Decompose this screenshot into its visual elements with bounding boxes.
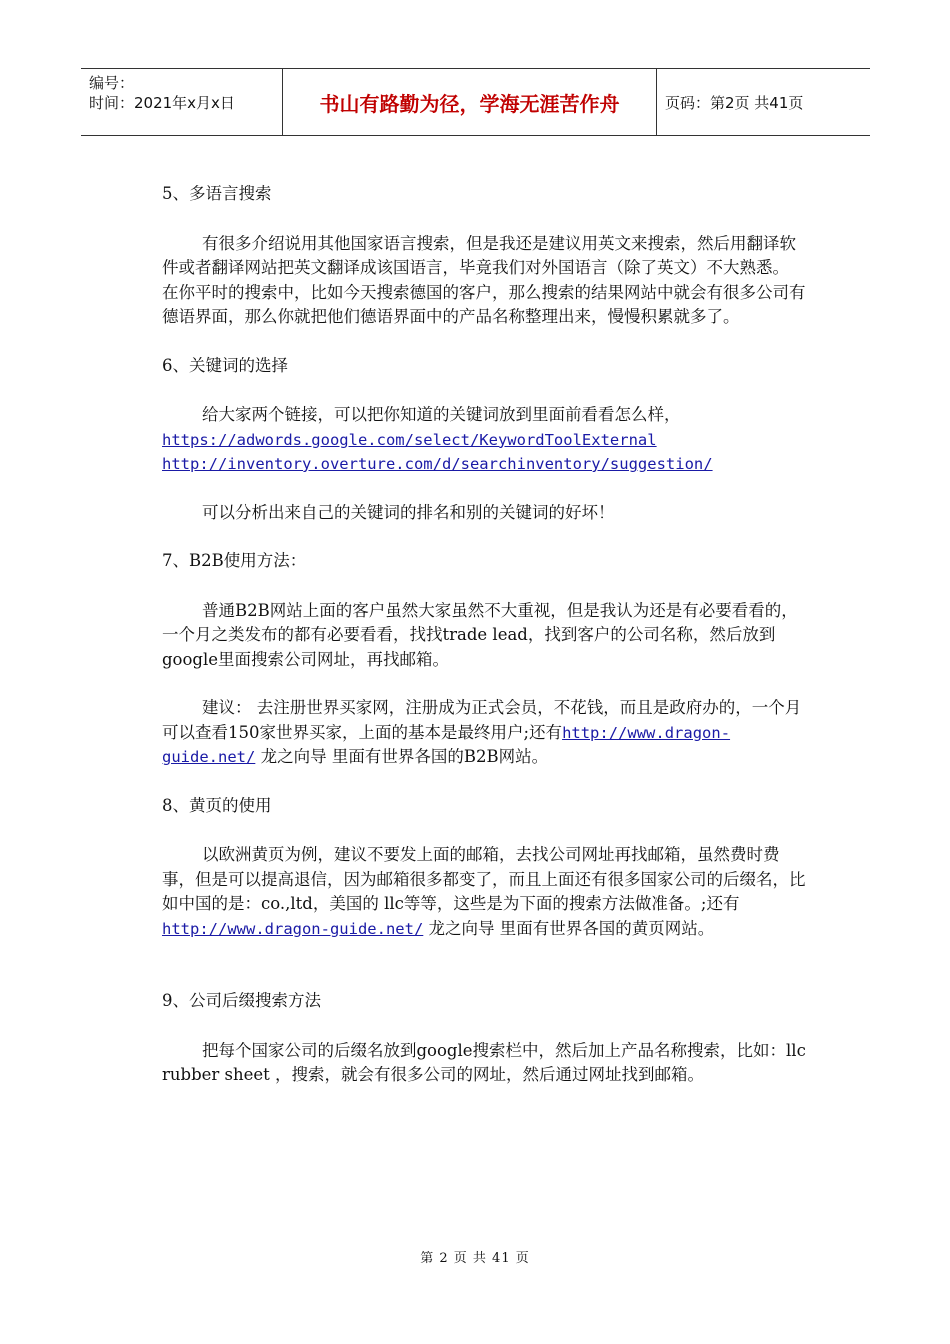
- section-6-paragraph-1: 给大家两个链接，可以把你知道的关键词放到里面前看看怎么样，: [202, 405, 681, 424]
- section-5-title: 5、多语言搜索: [162, 184, 272, 203]
- section-7-paragraph-2: [162, 696, 812, 770]
- page-header: [81, 68, 870, 136]
- header-meta: [81, 69, 283, 135]
- section-7-text-b: 龙之向导 里面有世界各国的B2B网站。: [255, 747, 549, 766]
- section-6-paragraph-2: 可以分析出来自己的关键词的排名和别的关键词的好坏！: [202, 502, 615, 522]
- section-6-title: 6、关键词的选择: [162, 355, 288, 375]
- section-8-text-b: 龙之向导 里面有世界各国的黄页网站。: [423, 918, 715, 938]
- header-page-label: 页码：第2页 共41页: [665, 93, 804, 112]
- section-8-title: 8、黄页的使用: [162, 795, 272, 815]
- keyword-tool-link-row: [162, 428, 812, 453]
- section-5-paragraph-2: 在你平时的搜索中，比如今天搜索德国的客户，那么搜索的结果网站中就会有很多公司有德语界面，那么你就把他们德语界面中的产品名称整理出来，慢慢积累就多了。: [162, 282, 806, 326]
- overture-link-row: [162, 452, 812, 477]
- section-9-title: 9、公司后缀搜索方法: [162, 991, 321, 1010]
- section-7-title: 7、B2B使用方法：: [162, 551, 307, 570]
- section-7-paragraph-1: 普通B2B网站上面的客户虽然大家虽然不大重视，但是我认为还是有必要看看的，一个月之类发布的都有必要看看，找找trade lead，找到客户的公司名称，然后放到google里面搜索公司网址，再找邮箱。: [162, 600, 798, 669]
- section-5-paragraph-1: 有很多介绍说用其他国家语言搜索，但是我还是建议用英文来搜索，然后用翻译软件或者翻译网站把英文翻译成该国语言，毕竟我们对外国语言（除了英文）不大熟悉。: [162, 233, 796, 277]
- dragon-guide-link-b2b[interactable]: http://www.dragon-guide.net/: [162, 723, 731, 766]
- header-motto: 书山有路勤为径，学海无涯苦作舟: [283, 69, 657, 135]
- overture-link[interactable]: http://inventory.overture.com/d/searchinventory/suggestion/: [162, 455, 713, 473]
- time-label: 时间：2021年x月x日: [89, 94, 235, 112]
- number-label: 编号：: [89, 74, 135, 92]
- page-footer: 第 2 页 共 41 页: [420, 1251, 530, 1266]
- document-body: [162, 182, 812, 1088]
- spacer: [162, 965, 812, 989]
- section-8-text-a: 以欧洲黄页为例，建议不要发上面的邮箱，去找公司网址再找邮箱，虽然费时费事，但是可以提高退信，因为邮箱很多都变了，而且上面还有很多国家公司的后缀名，比如中国的是：co.,ltd，美国的 llc等等，这些是为下面的搜索方法做准备。;还有: [162, 845, 806, 913]
- dragon-guide-link-yellowpages[interactable]: http://www.dragon-guide.net/: [162, 919, 424, 938]
- section-7-text-a: 建议： 去注册世界买家网，注册成为正式会员，不花钱，而且是政府办的，一个月可以查看150家世界买家，上面的基本是最终用户;还有: [162, 698, 802, 742]
- keyword-tool-link[interactable]: https://adwords.google.com/select/KeywordToolExternal: [162, 430, 657, 449]
- section-8-paragraph-1: [162, 843, 812, 941]
- section-9-paragraph-1: 把每个国家公司的后缀名放到google搜索栏中，然后加上产品名称搜索，比如：llc rubber sheet ，搜索，就会有很多公司的网址，然后通过网址找到邮箱。: [162, 1040, 806, 1084]
